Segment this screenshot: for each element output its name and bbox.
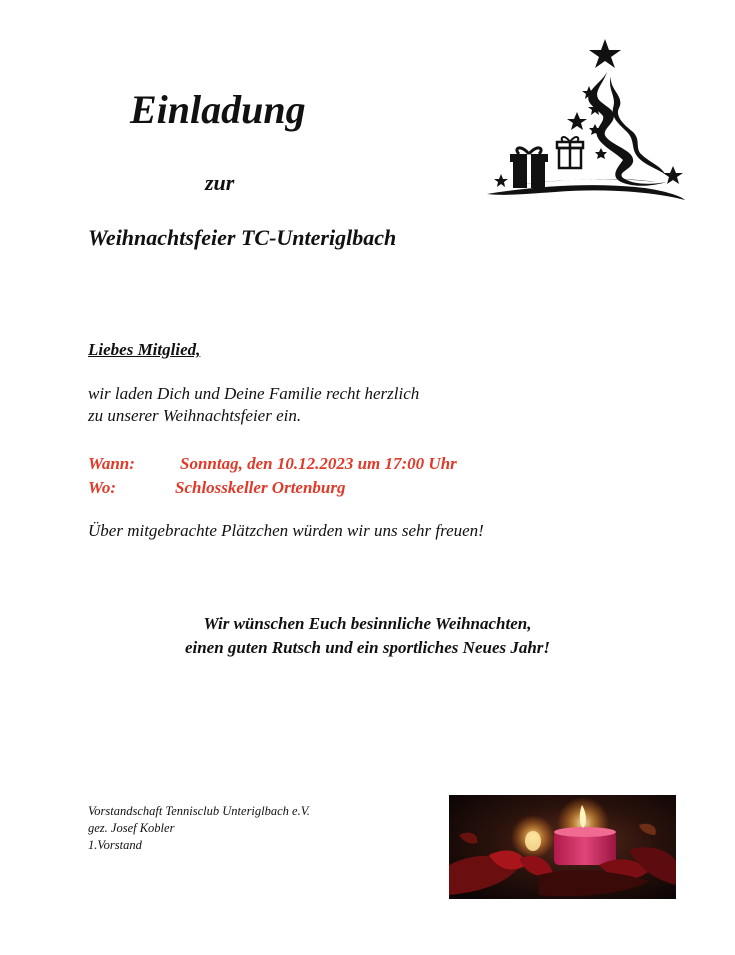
when-value: Sonntag, den 10.12.2023 um 17:00 Uhr	[180, 454, 457, 473]
when-label: Wann:	[88, 454, 135, 473]
intro-line-2: zu unserer Weihnachtsfeier ein.	[88, 406, 302, 425]
signature-club: Vorstandschaft Tennisclub Unteriglbach e.V.	[88, 804, 310, 818]
cookies-note: Über mitgebrachte Plätzchen würden wir uns sehr freuen!	[88, 521, 484, 540]
signature-role: 1.Vorstand	[88, 838, 142, 852]
page-title: Einladung	[130, 87, 306, 132]
intro-line-1: wir laden Dich und Deine Familie recht herzlich	[88, 384, 420, 403]
christmas-tree-icon	[485, 36, 690, 206]
wish-line-2: einen guten Rutsch und ein sportliches Neues Jahr!	[184, 638, 551, 657]
where-value: Schlosskeller Ortenburg	[175, 478, 346, 497]
event-name: Weihnachtsfeier TC-Unteriglbach	[88, 225, 397, 250]
subtitle-zur: zur	[205, 170, 235, 195]
signature-name: gez. Josef Kobler	[88, 821, 175, 835]
advent-candle-photo	[449, 795, 676, 899]
where-label: Wo:	[88, 478, 117, 497]
greeting: Liebes Mitglied,	[88, 340, 201, 359]
wish-line-1: Wir wünschen Euch besinnliche Weihnachten,	[203, 614, 532, 633]
